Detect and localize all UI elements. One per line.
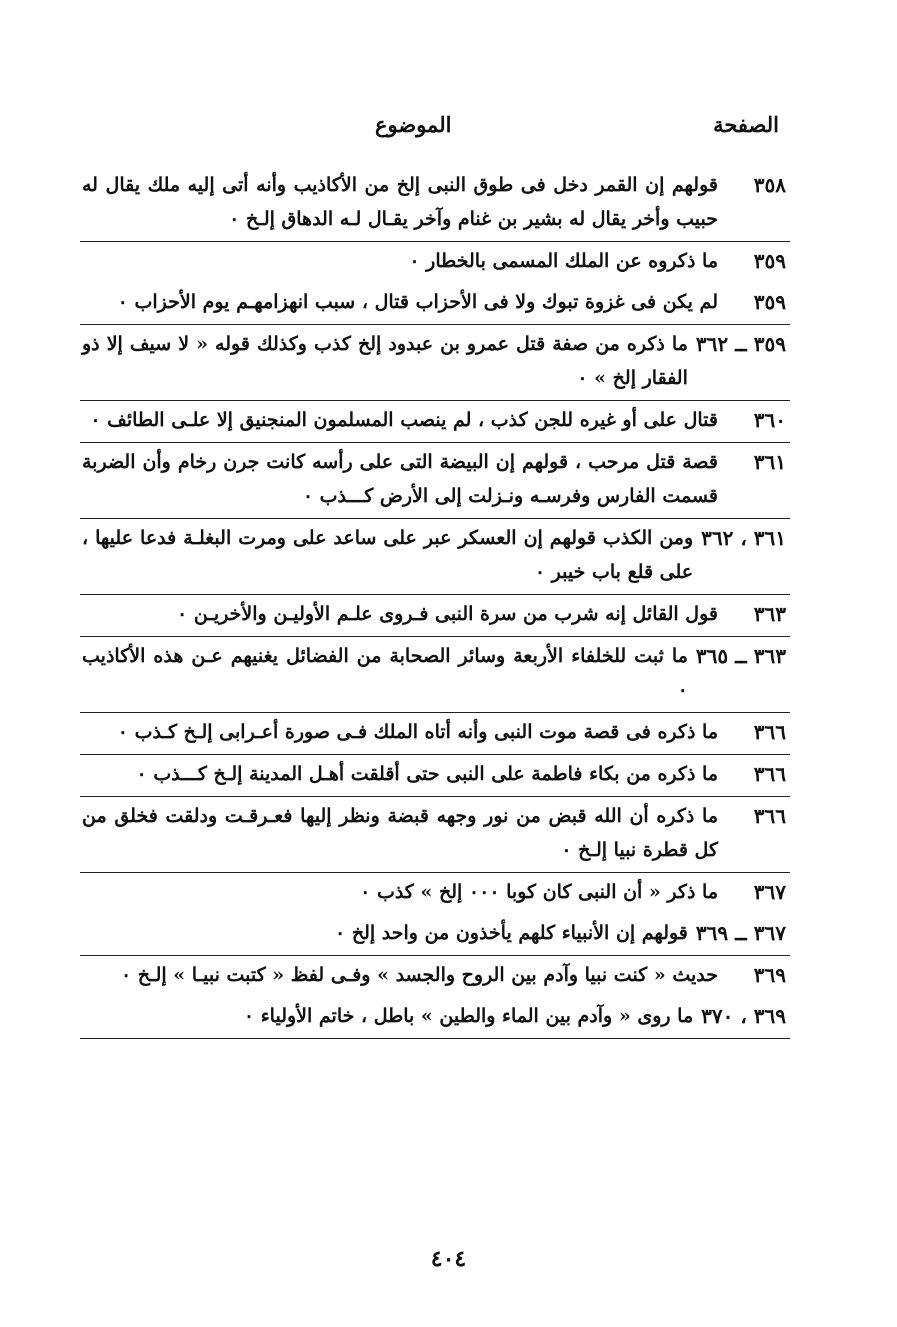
entry-topic: ومن الكذب قولهم إن العسكر عبر على ساعد على ومرت البغلـة فدعا عليها ، على قلع باب خيبر ٠ <box>82 527 694 583</box>
entry-page-number: ٣٦٣ ــ ٣٦٥ <box>695 644 786 668</box>
index-entry <box>80 713 790 755</box>
index-entry <box>80 595 790 637</box>
index-entry <box>80 797 790 873</box>
entry-topic: ما روى « وآدم بين الماء والطين » باطل ، خاتم الأولياء ٠ <box>243 1005 694 1027</box>
entry-topic: قصة قتل مرحب ، قولهم إن البيضة التى على رأسه كانت جرن رخام وأن الضربة قسمت الفارس وفرسـه ونـزلت إلى الأرض كـــذب ٠ <box>82 451 718 507</box>
entry-topic: قول القائل إنه شرب من سرة النبى فـروى علـم الأوليـن والأخريـن ٠ <box>177 603 718 625</box>
page-folio-number: ٤٠٤ <box>430 1246 467 1272</box>
entry-topic: ما ذكر « أن النبى كان كوبا ٠٠٠ إلخ » كذب ٠ <box>360 881 718 903</box>
index-entry <box>80 914 790 956</box>
entry-topic: قولهم إن القمر دخل فى طوق النبى إلخ من الأكاذيب وأنه أتى إليه ملك يقال له حبيب وأخر يقال له بشير بن غنام وآخر يقـال لـه الدهاق إلـخ ٠ <box>82 174 718 230</box>
index-entry <box>80 873 790 914</box>
entry-topic: ما ذكره من بكاء فاطمة على النبى حتى أقلقت أهـل المدينة إلـخ كـــذب ٠ <box>136 763 718 785</box>
index-entry <box>80 443 790 519</box>
index-entry <box>80 325 790 401</box>
entry-page-number: ٣٦٩ <box>753 963 786 987</box>
entry-page-number: ٣٦٦ <box>753 762 786 786</box>
entry-page-number: ٣٥٩ <box>753 249 786 273</box>
index-entry <box>80 401 790 443</box>
entry-topic: ما ذكره فى قصة موت النبى وأنه أتاه الملك فـى صورة أعـرابى إلـخ كـذب ٠ <box>117 721 718 743</box>
entry-page-number: ٣٦٧ ــ ٣٦٩ <box>695 921 786 945</box>
entry-page-number: ٣٥٩ <box>753 290 786 314</box>
entry-page-number: ٣٦٣ <box>753 602 786 626</box>
entry-page-number: ٣٥٩ ــ ٣٦٢ <box>695 332 786 356</box>
index-list <box>80 166 790 1039</box>
page-column-header: الصفحة <box>713 112 779 137</box>
entry-topic: حديث « كنت نبيا وآدم بين الروح والجسد » وفـى لفظ « كتبت نبيـا » إلـخ ٠ <box>120 964 718 986</box>
entry-topic: ما ثبت للخلفاء الأربعة وسائر الصحابة من الفضائل يغنيهم عـن هذه الأكاذيب ٠ <box>82 645 688 701</box>
entry-topic: قولهم إن الأنبياء كلهم يأخذون من واحد إلخ ٠ <box>335 922 688 944</box>
index-entry <box>80 242 790 283</box>
index-entry <box>80 956 790 997</box>
entry-page-number: ٣٦٦ <box>753 804 786 828</box>
entry-page-number: ٣٦١ <box>753 450 786 474</box>
entry-topic: ما ذكره من صفة قتل عمرو بن عبدود إلخ كذب وكذلك قوله « لا سيف إلا ذو الفقار إلخ » ٠ <box>82 333 688 389</box>
entry-page-number: ٣٦٧ <box>753 880 786 904</box>
entry-page-number: ٣٦٠ <box>753 408 786 432</box>
index-entry <box>80 166 790 242</box>
entry-page-number: ٣٦١ ، ٣٦٢ <box>701 526 786 550</box>
index-entry <box>80 997 790 1039</box>
index-entry <box>80 755 790 797</box>
entry-page-number: ٣٦٦ <box>753 720 786 744</box>
entry-page-number: ٣٥٨ <box>753 173 786 197</box>
topic-column-header: الموضوع <box>375 112 452 137</box>
entry-topic: لم يكن فى غزوة تبوك ولا فى الأحزاب قتال ، سبب انهزامهـم يوم الأحزاب ٠ <box>117 291 718 313</box>
entry-topic: ما ذكره أن الله قبض من نور وجهه قبضة ونظر إليها فعـرقـت ودلقت فخلق من كل قطرة نبيا إلـخ ٠ <box>82 805 718 861</box>
index-entry <box>80 637 790 713</box>
entry-page-number: ٣٦٩ ، ٣٧٠ <box>701 1004 786 1028</box>
index-entry <box>80 519 790 595</box>
entry-topic: ما ذكروه عن الملك المسمى بالخطار ٠ <box>409 250 718 272</box>
entry-topic: قتال على أو غيره للجن كذب ، لم ينصب المسلمون المنجنيق إلا علـى الطائف ٠ <box>90 409 718 431</box>
index-entry <box>80 283 790 325</box>
